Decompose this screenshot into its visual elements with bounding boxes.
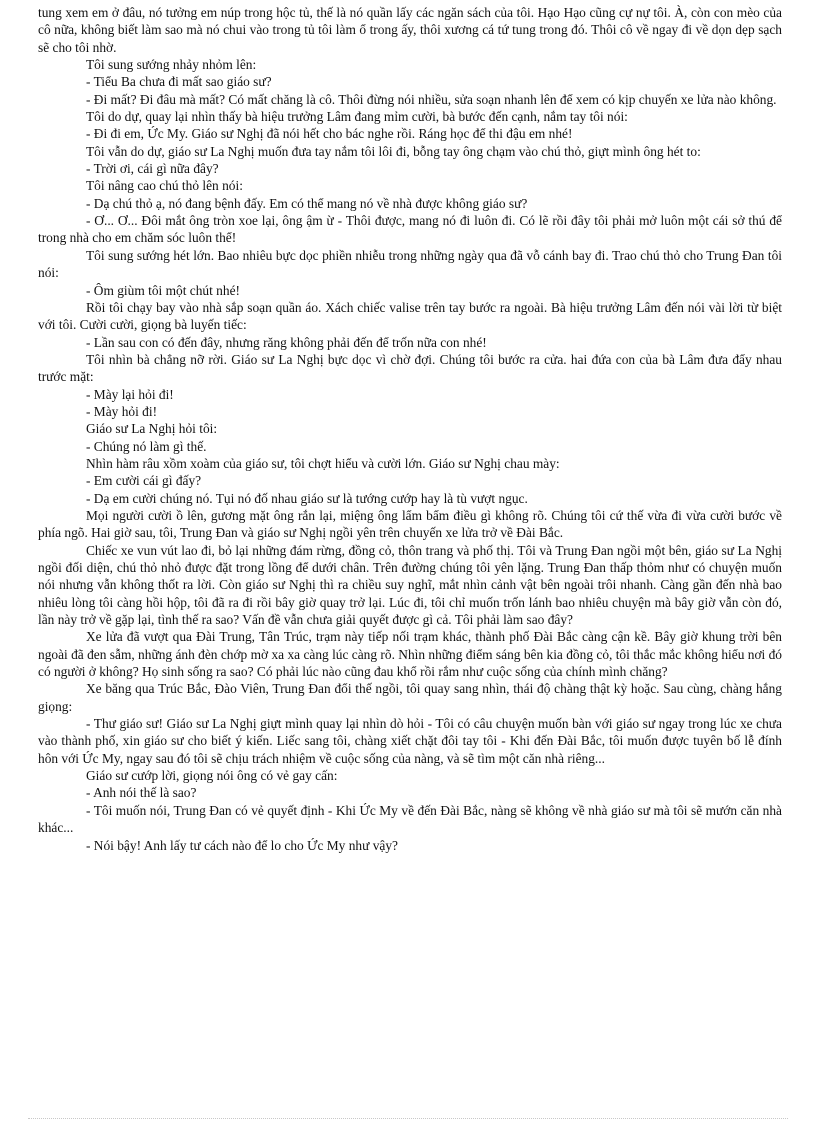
paragraph: - Ơ... Ơ... Đôi mắt ông tròn xoe lại, ông ậm ừ - Thôi được, mang nó đi luôn đi. Có lẽ rồi đây tôi phải mở luôn một cái sở thú để trong nhà cho em chăm sóc luôn thể! [38, 213, 782, 246]
paragraph: tung xem em ở đâu, nó tưởng em núp trong hộc tủ, thế là nó quần lấy các ngăn sách của tôi. Hạo Hạo cũng cự nự tôi. À, còn con mèo của cô nữa, không biết làm sao mà nó chui vào trong tủ tôi làm ổ trong ấy, thôi xương cá tứ tung trong đó. Thôi cô về ngay đi về dọn dẹp sạch sẽ cho tôi nhờ. [38, 5, 782, 55]
paragraph: Tôi sung sướng hét lớn. Bao nhiêu bực dọc phiền nhiễu trong những ngày qua đã vỗ cánh bay đi. Trao chú thỏ cho Trung Đan tôi nói: [38, 247, 782, 281]
paragraph: - Lần sau con có đến đây, nhưng răng không phải đến để trốn nữa con nhé! [86, 334, 487, 350]
paragraph: Tôi sung sướng nhảy nhỏm lên: [86, 57, 257, 73]
document-page [38, 4, 782, 854]
paragraph: - Em cười cái gì đấy? [86, 473, 202, 489]
paragraph: Mọi người cười ồ lên, gương mặt ông rắn lại, miệng ông lẩm bẩm điều gì không rõ. Chúng tôi cứ thế vừa đi vừa cười bước về phía ngõ. Hai giờ sau, tôi, Trung Đan và giáo sư Nghị ngồi yên trên chuyến xe lửa trở về Đài Bắc. [38, 507, 782, 541]
page-bottom-divider [28, 1118, 788, 1119]
paragraph: - Chúng nó làm gì thế. [86, 438, 207, 454]
paragraph: - Mày lại hỏi đi! [86, 386, 174, 402]
paragraph: Xe băng qua Trúc Bắc, Đào Viên, Trung Đan đổi thế ngồi, tôi quay sang nhìn, thái độ chàng thật kỳ hoặc. Sau cùng, chàng hắng giọng: [38, 681, 782, 714]
paragraph: Tôi nhìn bà chẳng nỡ rời. Giáo sư La Nghị bực dọc vì chờ đợi. Chúng tôi bước ra cửa. hai đứa con của bà Lâm đưa đẩy nhau trước mặt: [38, 351, 782, 385]
paragraph: Xe lửa đã vượt qua Đài Trung, Tân Trúc, trạm này tiếp nối trạm khác, thành phố Đài Bắc càng cận kề. Bây giờ khung trời bên ngoài đã đen sẫm, những ánh đèn chớp mờ xa xa càng lúc càng rõ. Nhìn những điểm sáng bên kia đồng cỏ, tôi thắc mắc không hiểu nơi đó có người ở không? Họ sinh sống ra sao? Có phải lúc nào cũng đau khổ rồi rắm như cuộc sống của chính mình chăng? [38, 629, 782, 680]
paragraph: Chiếc xe vun vút lao đi, bỏ lại những đám rừng, đồng cỏ, thôn trang và phố thị. Tôi và Trung Đan ngồi một bên, giáo sư La Nghị ngồi đối diện, chú thỏ nhỏ được đặt trong lồng để dưới chân. Trên đường chúng tôi yên lặng. Trung Đan thấp thỏm như có chuyện muốn nói nhưng vẫn không thốt ra lời. Còn giáo sư Nghị thì ra chiều suy nghĩ, mắt nhìn cảnh vật bên ngoài trôi nhanh. Càng gần đến nhà bao nhiêu lòng tôi càng hồi hộp, tôi đã ra đi rồi bây giờ quay trở lại. Lúc đi, tôi chỉ muốn trốn lánh bao nhiêu chuyện mà bây giờ vẫn còn đó, lần này trở về gặp lại, tình thế ra sao? Vấn đề vẫn chưa giải quyết được gì cả. Tôi phải làm sao đây? [38, 542, 782, 628]
paragraph: - Trời ơi, cái gì nữa đây? [86, 161, 219, 177]
paragraph: - Thư giáo sư! Giáo sư La Nghị giựt mình quay lại nhìn dò hỏi - Tôi có câu chuyện muốn bàn với giáo sư ngay trong lúc xe chưa vào thành phố, xin giáo sư cho biết ý kiến. Liếc sang tôi, chàng xiết chặt đôi tay tôi - Khi đến Đài Bắc, tôi muốn được tuyên bố lễ đính hôn với Ức My, ngay sau đó tôi sẽ chịu trách nhiệm về cuộc sống của nàng, và sẽ tìm một căn nhà riêng... [38, 716, 782, 766]
paragraph: - Ôm giùm tôi một chút nhé! [86, 282, 240, 298]
paragraph: - Mày hỏi đi! [86, 403, 158, 419]
paragraph: - Dạ chú thỏ ạ, nó đang bệnh đấy. Em có thể mang nó về nhà được không giáo sư? [86, 195, 528, 211]
paragraph: - Anh nói thế là sao? [86, 785, 197, 801]
paragraph: Nhìn hàm râu xồm xoàm của giáo sư, tôi chợt hiểu và cười lớn. Giáo sư Nghị chau mày: [86, 455, 560, 471]
paragraph: - Tôi muốn nói, Trung Đan có vẻ quyết định - Khi Ức My về đến Đài Bắc, nàng sẽ không về nhà giáo sư mà tôi sẽ mướn căn nhà khác... [38, 802, 782, 836]
paragraph: - Tiểu Ba chưa đi mất sao giáo sư? [86, 74, 272, 90]
paragraph: - Đi mất? Đi đâu mà mất? Có mất chăng là cô. Thôi đừng nói nhiều, sửa soạn nhanh lên để xem có kịp chuyến xe lửa nào không. [86, 91, 777, 107]
paragraph: Rồi tôi chạy bay vào nhà sắp soạn quần áo. Xách chiếc valise trên tay bước ra ngoài. Bà hiệu trưởng Lâm đến nói vài lời từ biệt với tôi. Cười cười, giọng bà luyến tiếc: [38, 299, 782, 333]
paragraph: - Dạ em cười chúng nó. Tụi nó đố nhau giáo sư là tướng cướp hay là tù vượt ngục. [86, 490, 528, 506]
paragraph: Tôi do dự, quay lại nhìn thấy bà hiệu trưởng Lâm đang mỉm cười, bà bước đến cạnh, nắm tay tôi nói: [86, 109, 628, 125]
paragraph: Tôi nâng cao chú thỏ lên nói: [86, 178, 243, 194]
paragraph: Giáo sư La Nghị hỏi tôi: [86, 421, 218, 437]
paragraph: - Nói bậy! Anh lấy tư cách nào để lo cho Ức My như vậy? [86, 837, 398, 853]
paragraph: Tôi vẫn do dự, giáo sư La Nghị muốn đưa tay nắm tôi lôi đi, bỗng tay ông chạm vào chú thỏ, giựt mình ông hét to: [86, 143, 701, 159]
paragraph: Giáo sư cướp lời, giọng nói ông có vẻ gay cấn: [86, 768, 338, 784]
paragraph: - Đi đi em, Ức My. Giáo sư Nghị đã nói hết cho bác nghe rồi. Ráng học để thi đậu em nhé! [86, 126, 573, 142]
